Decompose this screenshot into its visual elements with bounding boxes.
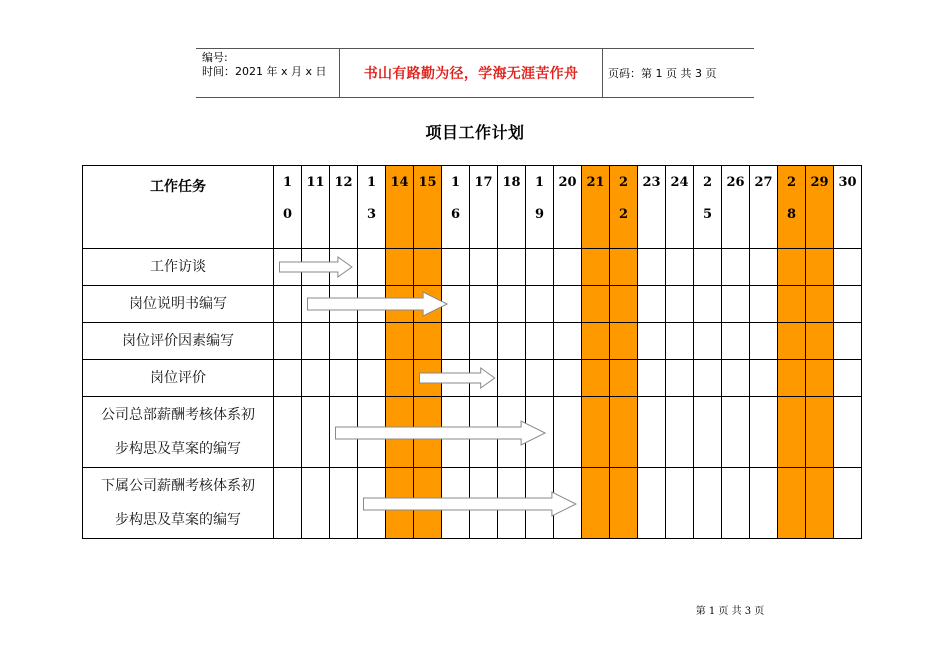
day-cell — [442, 468, 470, 539]
day-cell — [302, 323, 330, 360]
day-cell — [806, 360, 834, 397]
day-cell — [638, 323, 666, 360]
task-name — [83, 360, 274, 397]
day-cell — [610, 360, 638, 397]
task-name-line: 工作访谈 — [150, 259, 206, 275]
day-cell — [386, 360, 414, 397]
day-cell — [386, 397, 414, 468]
day-cell — [498, 249, 526, 286]
day-cell — [302, 286, 330, 323]
day-cell — [638, 397, 666, 468]
day-cell — [722, 286, 750, 323]
day-cell — [330, 397, 358, 468]
day-cell — [442, 397, 470, 468]
day-cell — [666, 468, 694, 539]
page-info: 页码：第 1 页 共 3 页 — [608, 67, 717, 80]
task-name-line: 岗位说明书编写 — [129, 296, 227, 312]
day-cell — [470, 468, 498, 539]
day-label-second-line: 8 — [786, 207, 797, 222]
day-cell — [610, 249, 638, 286]
day-cell — [358, 360, 386, 397]
day-cell — [610, 397, 638, 468]
day-cell — [470, 249, 498, 286]
day-label: 1 — [282, 175, 293, 190]
day-label: 1 — [366, 175, 377, 190]
day-cell — [274, 468, 302, 539]
day-cell — [694, 249, 722, 286]
day-cell — [498, 286, 526, 323]
day-cell — [750, 323, 778, 360]
day-label: 12 — [334, 175, 353, 190]
task-row — [83, 286, 862, 323]
day-cell — [582, 468, 610, 539]
day-cell — [330, 249, 358, 286]
day-header-17 — [750, 166, 778, 249]
task-name-line: 步构思及草案的编写 — [115, 512, 241, 528]
day-label: 21 — [586, 175, 605, 190]
day-cell — [582, 360, 610, 397]
day-header-9 — [526, 166, 554, 249]
day-cell — [834, 397, 862, 468]
gantt-header-row — [83, 166, 862, 249]
day-cell — [414, 360, 442, 397]
day-header-5 — [414, 166, 442, 249]
day-cell — [750, 286, 778, 323]
day-cell — [554, 397, 582, 468]
day-header-2 — [330, 166, 358, 249]
day-label: 1 — [450, 175, 461, 190]
day-cell — [806, 249, 834, 286]
day-cell — [834, 249, 862, 286]
day-label: 18 — [502, 175, 521, 190]
day-header-19 — [806, 166, 834, 249]
day-cell — [386, 286, 414, 323]
day-cell — [666, 323, 694, 360]
day-cell — [358, 286, 386, 323]
day-cell — [442, 360, 470, 397]
day-cell — [554, 286, 582, 323]
document-header — [196, 48, 754, 98]
day-cell — [750, 360, 778, 397]
day-cell — [610, 323, 638, 360]
day-cell — [302, 468, 330, 539]
day-label: 20 — [558, 175, 577, 190]
day-header-8 — [498, 166, 526, 249]
day-cell — [526, 286, 554, 323]
day-header-13 — [638, 166, 666, 249]
day-cell — [526, 397, 554, 468]
day-cell — [834, 286, 862, 323]
day-cell — [666, 249, 694, 286]
task-row — [83, 468, 862, 539]
day-cell — [778, 286, 806, 323]
task-row — [83, 360, 862, 397]
day-cell — [806, 323, 834, 360]
day-cell — [722, 323, 750, 360]
task-name-line: 下属公司薪酬考核体系初 — [101, 478, 255, 494]
day-header-6 — [442, 166, 470, 249]
day-cell — [610, 468, 638, 539]
day-cell — [806, 286, 834, 323]
day-cell — [806, 397, 834, 468]
day-header-0 — [274, 166, 302, 249]
day-cell — [834, 360, 862, 397]
day-header-15 — [694, 166, 722, 249]
day-cell — [498, 360, 526, 397]
footer-page-number: 第 1 页 共 3 页 — [695, 606, 765, 617]
day-cell — [554, 249, 582, 286]
task-name — [83, 397, 274, 468]
day-cell — [834, 468, 862, 539]
day-header-16 — [722, 166, 750, 249]
page-title: 项目工作计划 — [425, 123, 525, 142]
day-cell — [302, 397, 330, 468]
day-cell — [442, 323, 470, 360]
day-label-second-line: 2 — [618, 207, 629, 222]
day-cell — [386, 468, 414, 539]
day-label: 1 — [534, 175, 545, 190]
day-cell — [666, 360, 694, 397]
day-label: 2 — [618, 175, 629, 190]
day-cell — [582, 249, 610, 286]
task-row — [83, 397, 862, 468]
day-cell — [358, 468, 386, 539]
day-cell — [722, 397, 750, 468]
day-cell — [778, 323, 806, 360]
day-label: 15 — [418, 175, 437, 190]
time-label: 时间：2021 年 x 月 x 日 — [202, 65, 327, 78]
day-cell — [358, 397, 386, 468]
day-cell — [638, 360, 666, 397]
day-cell — [302, 249, 330, 286]
day-cell — [414, 286, 442, 323]
task-row — [83, 249, 862, 286]
day-cell — [442, 286, 470, 323]
day-cell — [638, 249, 666, 286]
day-cell — [694, 360, 722, 397]
task-name-line: 步构思及草案的编写 — [115, 441, 241, 457]
day-cell — [330, 286, 358, 323]
day-label: 26 — [726, 175, 745, 190]
day-cell — [610, 286, 638, 323]
day-header-14 — [666, 166, 694, 249]
day-label-second-line: 0 — [282, 207, 293, 222]
day-cell — [442, 249, 470, 286]
day-cell — [778, 360, 806, 397]
motto: 书山有路勤为径，学海无涯苦作舟 — [339, 49, 603, 97]
day-cell — [554, 468, 582, 539]
day-cell — [526, 249, 554, 286]
day-cell — [498, 397, 526, 468]
day-cell — [582, 286, 610, 323]
day-label: 17 — [474, 175, 493, 190]
day-cell — [638, 468, 666, 539]
day-label: 11 — [306, 175, 325, 190]
day-cell — [386, 249, 414, 286]
day-cell — [750, 468, 778, 539]
gantt-table — [82, 165, 862, 539]
day-cell — [274, 360, 302, 397]
task-name — [83, 249, 274, 286]
day-label: 2 — [702, 175, 713, 190]
day-cell — [638, 286, 666, 323]
day-cell — [330, 360, 358, 397]
day-header-7 — [470, 166, 498, 249]
task-name — [83, 323, 274, 360]
day-cell — [470, 286, 498, 323]
task-name-line: 公司总部薪酬考核体系初 — [101, 407, 255, 423]
number-label: 编号: — [202, 51, 228, 64]
day-cell — [694, 397, 722, 468]
day-cell — [302, 360, 330, 397]
day-cell — [526, 360, 554, 397]
day-cell — [330, 468, 358, 539]
day-cell — [274, 286, 302, 323]
day-cell — [722, 468, 750, 539]
day-label: 27 — [754, 175, 773, 190]
task-name-line: 岗位评价因素编写 — [122, 333, 234, 349]
task-column-header: 工作任务 — [83, 166, 274, 249]
day-cell — [358, 323, 386, 360]
day-header-4 — [386, 166, 414, 249]
day-cell — [750, 397, 778, 468]
day-label: 30 — [838, 175, 857, 190]
day-cell — [498, 468, 526, 539]
task-name — [83, 468, 274, 539]
day-cell — [414, 323, 442, 360]
day-label: 24 — [670, 175, 689, 190]
day-cell — [750, 249, 778, 286]
day-cell — [554, 323, 582, 360]
day-label: 29 — [810, 175, 829, 190]
day-cell — [470, 397, 498, 468]
day-cell — [554, 360, 582, 397]
day-cell — [582, 323, 610, 360]
task-row — [83, 323, 862, 360]
day-cell — [582, 397, 610, 468]
day-cell — [666, 286, 694, 323]
day-label: 14 — [390, 175, 409, 190]
day-cell — [470, 323, 498, 360]
day-cell — [358, 249, 386, 286]
day-cell — [834, 323, 862, 360]
day-cell — [274, 397, 302, 468]
day-cell — [414, 397, 442, 468]
day-header-18 — [778, 166, 806, 249]
day-cell — [274, 323, 302, 360]
day-cell — [498, 323, 526, 360]
day-cell — [806, 468, 834, 539]
day-label-second-line: 3 — [366, 207, 377, 222]
day-cell — [778, 397, 806, 468]
day-cell — [414, 468, 442, 539]
day-label-second-line: 5 — [702, 207, 713, 222]
day-cell — [722, 249, 750, 286]
day-header-10 — [554, 166, 582, 249]
day-cell — [470, 360, 498, 397]
day-cell — [778, 249, 806, 286]
day-header-3 — [358, 166, 386, 249]
day-cell — [526, 468, 554, 539]
day-cell — [274, 249, 302, 286]
header-meta — [202, 51, 336, 95]
day-cell — [694, 323, 722, 360]
day-cell — [666, 397, 694, 468]
day-header-12 — [610, 166, 638, 249]
day-cell — [694, 286, 722, 323]
day-cell — [330, 323, 358, 360]
day-label-second-line: 9 — [534, 207, 545, 222]
task-name — [83, 286, 274, 323]
day-cell — [386, 323, 414, 360]
task-name-line: 岗位评价 — [150, 370, 206, 386]
day-label-second-line: 6 — [450, 207, 461, 222]
page-footer — [0, 602, 950, 617]
day-header-20 — [834, 166, 862, 249]
day-cell — [778, 468, 806, 539]
day-label: 23 — [642, 175, 661, 190]
day-cell — [722, 360, 750, 397]
day-cell — [694, 468, 722, 539]
day-header-11 — [582, 166, 610, 249]
day-label: 2 — [786, 175, 797, 190]
day-cell — [414, 249, 442, 286]
day-cell — [526, 323, 554, 360]
day-header-1 — [302, 166, 330, 249]
